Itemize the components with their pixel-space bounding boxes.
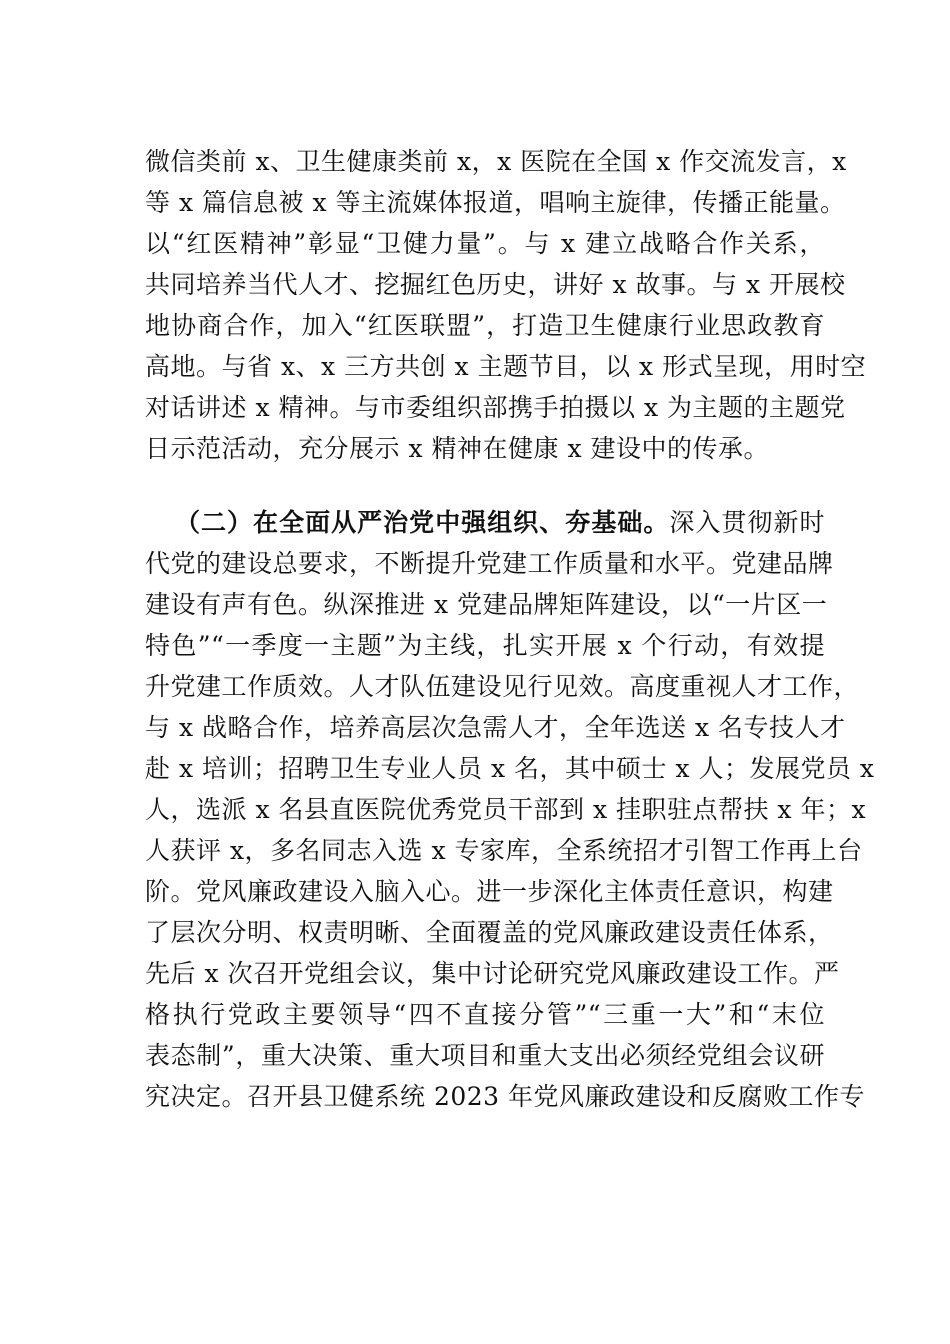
text-line: 人获评 x，多名同志入选 x 专家库，全系统招才引智工作再上台 (145, 836, 863, 865)
text-line: 以“红医精神”彰显“卫健力量”。与 x 建立战略合作关系， (145, 229, 825, 258)
paragraph-achievements (145, 141, 867, 469)
text-line: 共同培养当代人才、挖掘红色历史，讲好 x 故事。与 x 开展校 (145, 270, 846, 299)
text-line: 微信类前 x、卫生健康类前 x，x 医院在全国 x 作交流发言，x (145, 147, 847, 176)
text-line: 究决定。召开县卫健系统 2023 年党风廉政建设和反腐败工作专 (145, 1082, 866, 1111)
section-heading: （二）在全面从严治党中强组织、夯基础。 (175, 508, 670, 537)
paragraph-party-building (145, 502, 875, 1117)
text-line: 特色”“一季度一主题”为主线，扎实开展 x 个行动，有效提 (145, 631, 825, 660)
text-line: 表态制”，重大决策、重大项目和重大支出必须经党组会议研 (145, 1041, 825, 1070)
text-line: 赴 x 培训；招聘卫生专业人员 x 名，其中硕士 x 人；发展党员 x (145, 754, 875, 783)
text-line: 阶。党风廉政建设入脑入心。进一步深化主体责任意识，构建 (145, 877, 834, 906)
text-line: 高地。与省 x、x 三方共创 x 主题节目，以 x 形式呈现，用时空 (145, 352, 867, 381)
text-line (145, 502, 825, 543)
text-line: 人，选派 x 名县直医院优秀党员干部到 x 挂职驻点帮扶 x 年；x (145, 795, 867, 824)
text-line: 地协商合作，加入“红医联盟”，打造卫生健康行业思政教育 (145, 311, 825, 340)
text-line: 建设有声有色。纵深推进 x 党建品牌矩阵建设，以“一片区一 (145, 590, 828, 619)
text-line: 先后 x 次召开党组会议，集中讨论研究党风廉政建设工作。严 (145, 959, 840, 988)
text-line: 日示范活动，充分展示 x 精神在健康 x 建设中的传承。 (145, 434, 769, 463)
text-line: 格执行党政主要领导“四不直接分管”“三重一大”和“末位 (145, 1000, 825, 1029)
text-line: 代党的建设总要求，不断提升党建工作质量和水平。党建品牌 (145, 549, 834, 578)
text-line: 与 x 战略合作，培养高层次急需人才，全年选送 x 名专技人才 (145, 713, 846, 742)
text-line: 等 x 篇信息被 x 等主流媒体报道，唱响主旋律，传播正能量。 (145, 188, 846, 217)
text-line: 升党建工作质效。人才队伍建设见行见效。高度重视人才工作， (145, 672, 860, 701)
text-line: 对话讲述 x 精神。与市委组织部携手拍摄以 x 为主题的主题党 (145, 393, 846, 422)
heading-continuation: 深入贯彻新时 (669, 508, 825, 537)
text-line: 了层次分明、权责明晰、全面覆盖的党风廉政建设责任体系， (145, 918, 834, 947)
